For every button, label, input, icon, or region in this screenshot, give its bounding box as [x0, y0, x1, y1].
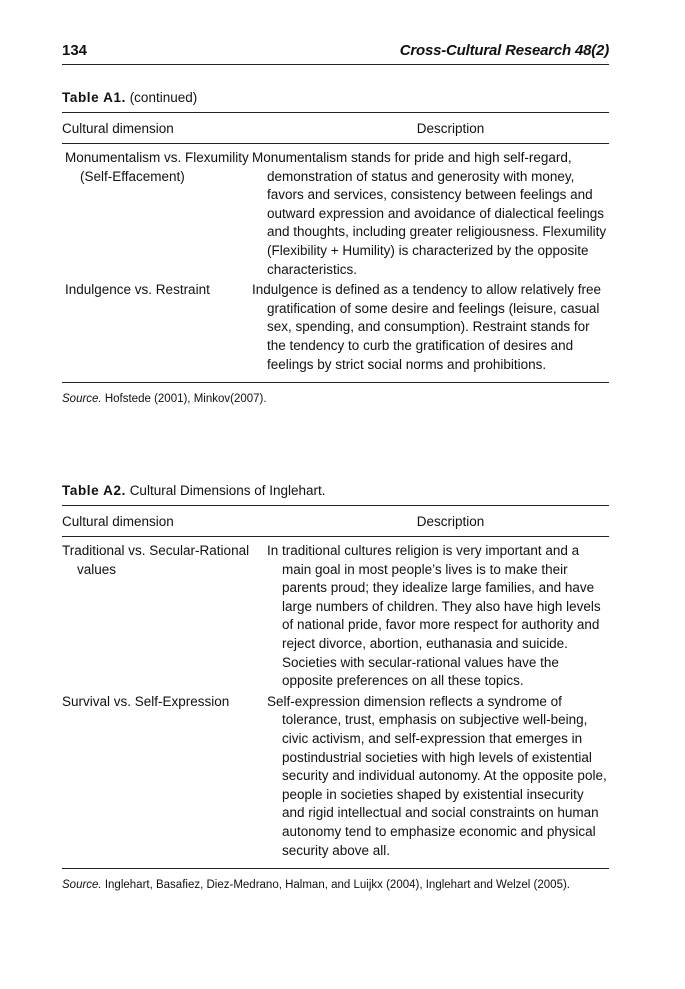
table-a1-caption: [62, 90, 609, 112]
running-header: [62, 42, 609, 65]
table-a2: [62, 483, 609, 894]
description-cell: Indulgence is defined as a tendency to allow relatively free gratification of some desire and feelings (leisure, casual sex, spending, and consumption). Restraint stands for the tendency to curb the gratification of desires and feelings by strict social norms and prohibitions.: [252, 282, 601, 372]
table-row: [62, 693, 609, 860]
source-text: Inglehart, Basafiez, Diez-Medrano, Halman, and Luijkx (2004), Inglehart and Welzel (2005).: [104, 879, 570, 892]
table-a2-source: [62, 877, 609, 894]
dimension-cell: Traditional vs. Secular-Rational values: [62, 543, 250, 577]
table-a1-col-dimension: Cultural dimension: [62, 120, 174, 136]
description-cell: Monumentalism stands for pride and high self-regard, demonstration of status and generosity with money, favors and services, consistency between feelings and outward expression and avoidance of dialectical feelings and thoughts, including greater religiousness. Flexumility (Flexibility + Humility) is characterized by the opposite characteristics.: [252, 150, 607, 277]
dimension-cell: Indulgence vs. Restraint: [65, 282, 210, 298]
table-a1: [62, 90, 609, 408]
table-a2-header-row: [62, 506, 609, 536]
table-a2-col-dimension: Cultural dimension: [62, 513, 174, 529]
table-a2-caption-text: Cultural Dimensions of Inglehart.: [129, 483, 326, 498]
source-label: Source.: [62, 879, 102, 892]
table-row: [62, 281, 609, 374]
source-text: Hofstede (2001), Minkov(2007).: [104, 393, 267, 406]
table-a2-label: Table A2.: [62, 483, 126, 498]
journal-title: Cross-Cultural Research 48(2): [399, 42, 609, 59]
table-a1-source: [62, 391, 609, 408]
dimension-cell: Survival vs. Self-Expression: [62, 693, 230, 709]
dimension-cell: Monumentalism vs. Flexumility (Self-Effacement): [65, 150, 249, 184]
table-a2-col-description: Description: [416, 513, 485, 529]
source-label: Source.: [62, 393, 102, 406]
table-row: [62, 149, 609, 279]
description-cell: In traditional cultures religion is very important and a main goal in most people’s lives is to make their parents proud; they idealize large families, and have large numbers of children. They also have high levels of national pride, favor more respect for authority and reject divorce, abortion, euthanasia and suicide. Societies with secular-rational values have the opposite preferences on all these topics.: [267, 543, 601, 689]
table-row: [62, 542, 609, 691]
table-a1-col-description: Description: [416, 120, 485, 136]
table-a1-label: Table A1.: [62, 90, 126, 105]
table-a2-caption: [62, 483, 609, 505]
description-cell: Self-expression dimension reflects a syndrome of tolerance, trust, emphasis on subjective well-being, civic activism, and self-expression that emerges in postindustrial societies with high levels of existential security and individual autonomy. At the opposite pole, people in societies shaped by existential insecurity and rigid intellectual and social constraints on human autonomy tend to emphasize economic and physical security above all.: [267, 693, 607, 858]
page-number: 134: [62, 42, 88, 59]
table-a1-header-row: [62, 113, 609, 143]
table-a1-caption-text: (continued): [129, 90, 198, 105]
